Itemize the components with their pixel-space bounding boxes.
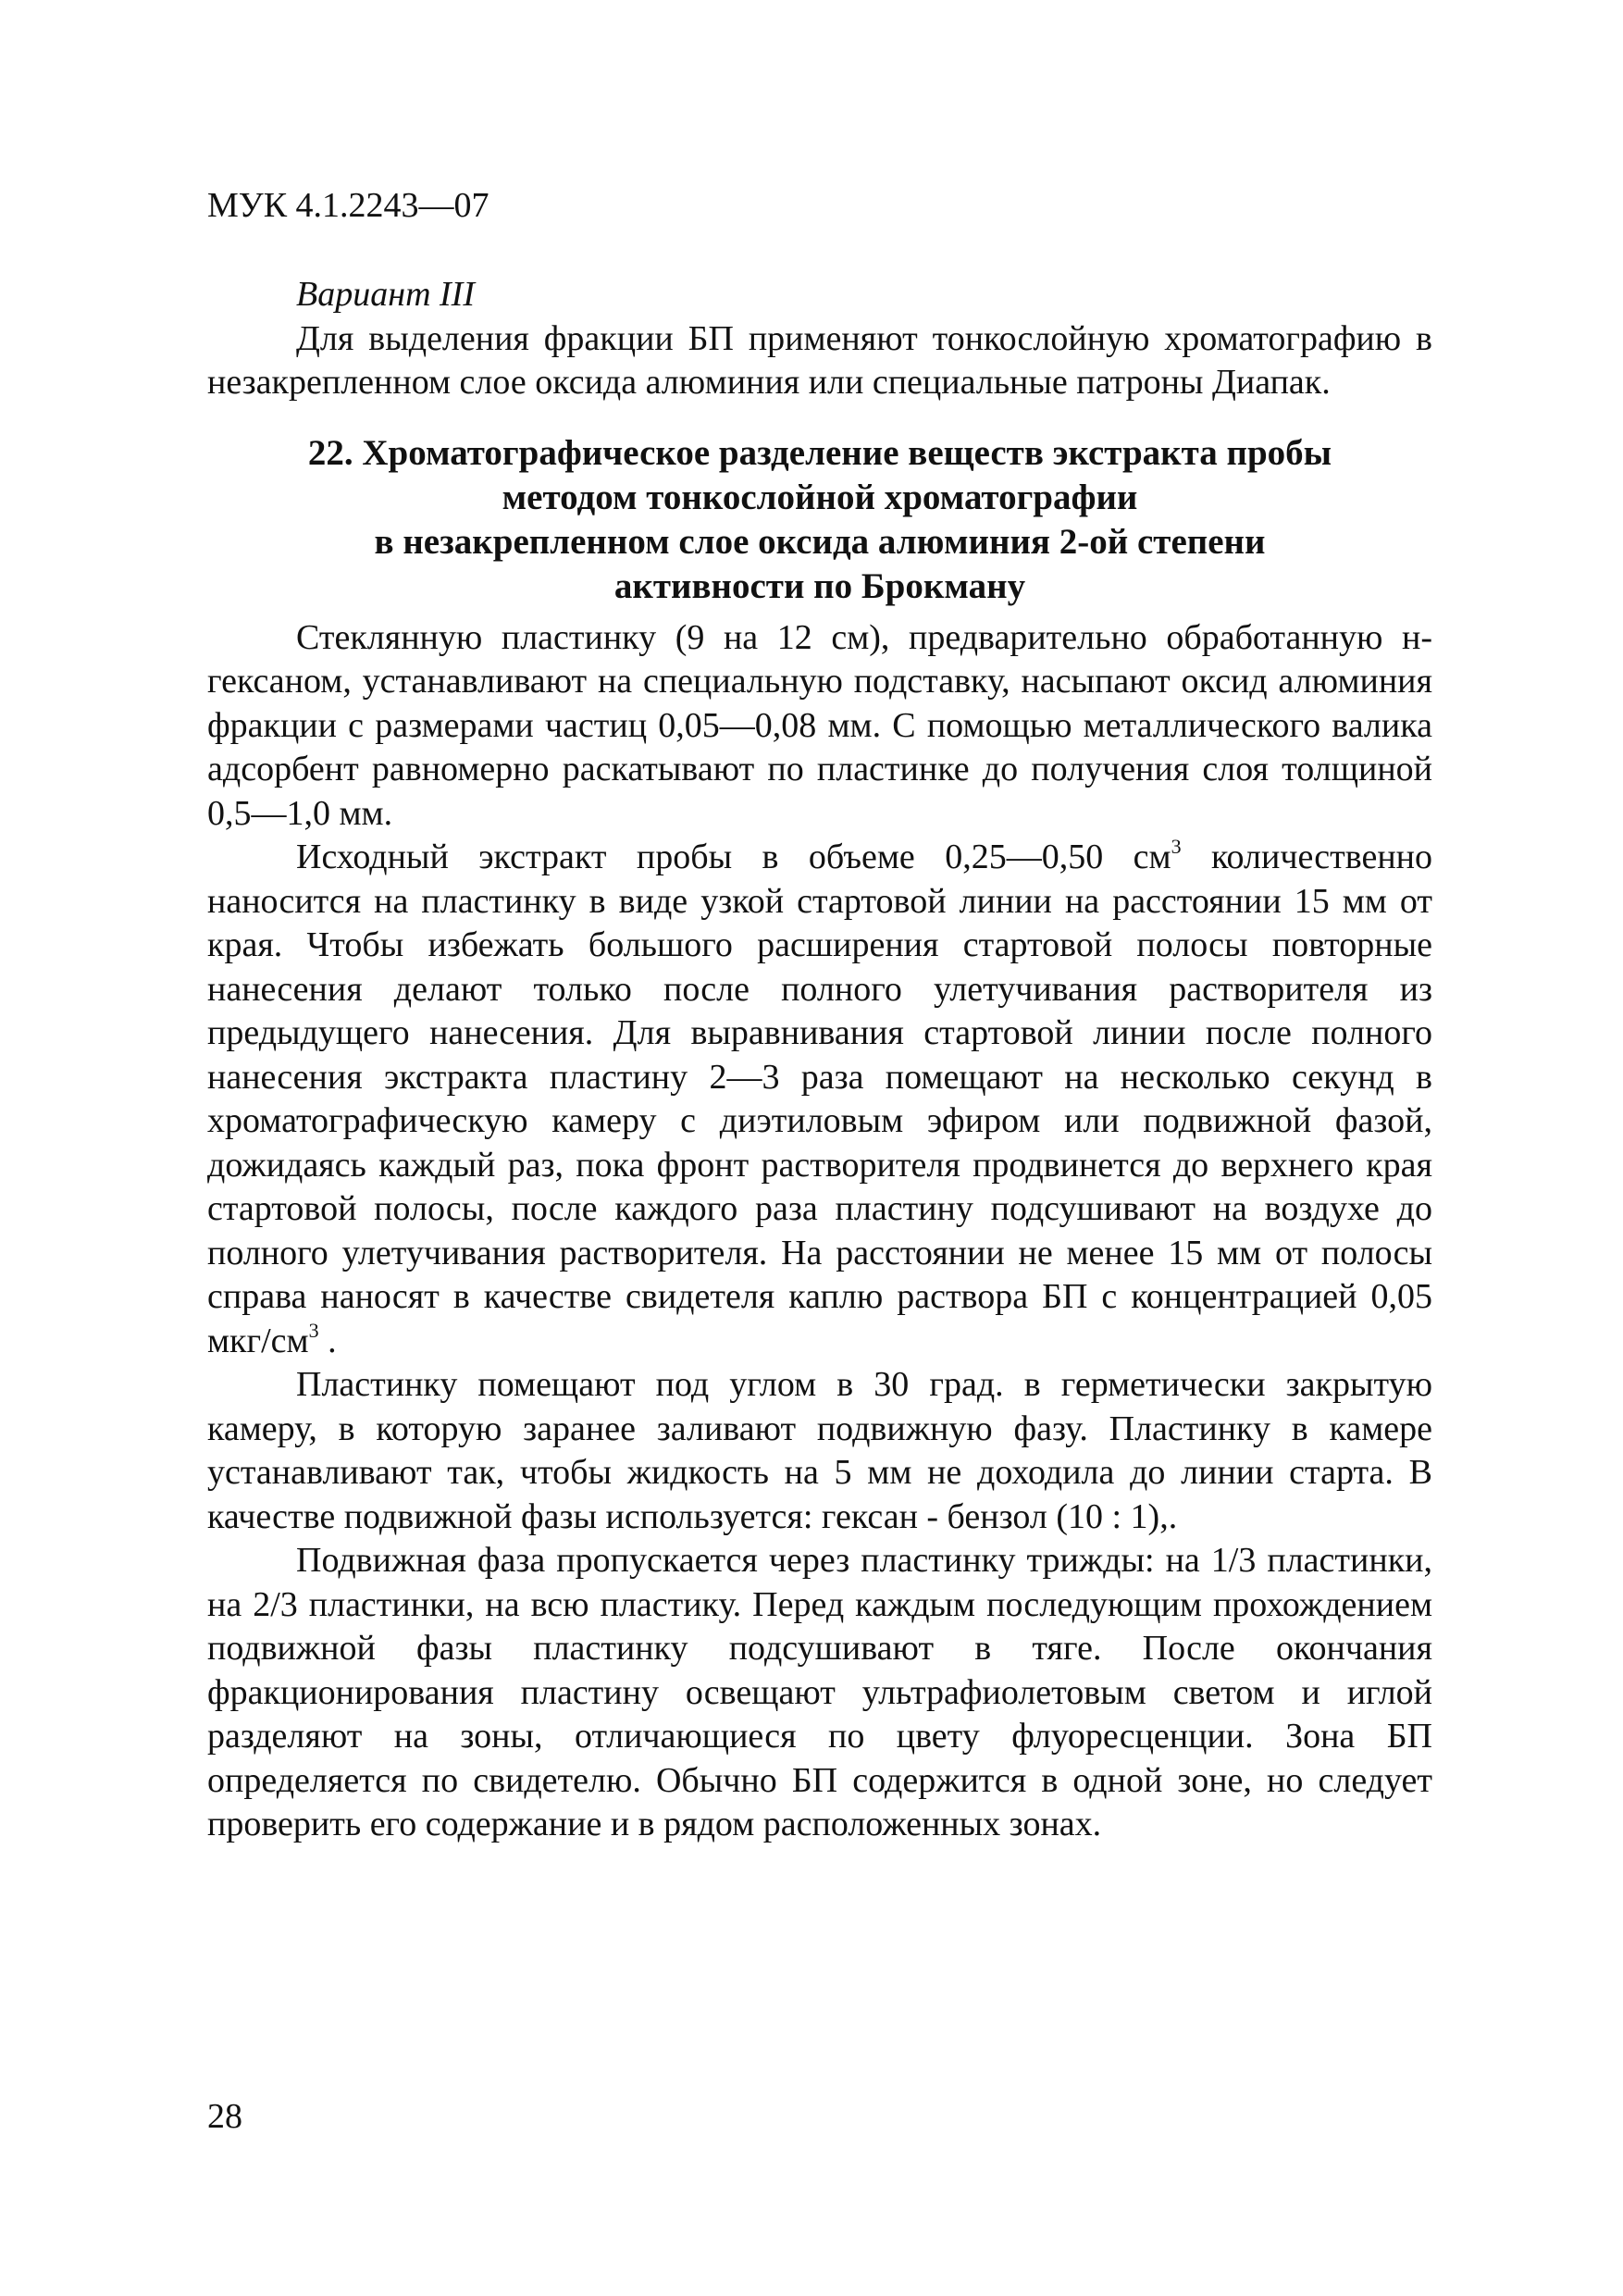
paragraph-text: количественно наносится на пластинку в виде узкой стартовой линии на расстоянии 15 мм от края. Чтобы избежать большого расширения стартовой полосы повторные нанесения делают только после полного улетучивания растворителя из предыдущего нанесения. Для выравнивания стартовой линии после полного нанесения экстракта пластину 2—3 раза помещают на несколько секунд в хроматографическую камеру с диэтиловым эфиром или подвижной фазой, дожидаясь каждый раз, пока фронт растворителя продвинется до верхнего края стартовой полосы, после каждого раза пластину подсушивают на воздухе до полного улетучивания растворителя. На расстоянии не менее 15 мм от полосы справа наносят в качестве свидетеля каплю раствора БП с концентрацией 0,05 мкг/см [207, 838, 1433, 1360]
document-code: МУК 4.1.2243—07 [207, 186, 489, 225]
page-number: 28 [207, 2097, 242, 2136]
paragraph-chamber-placement: Пластинку помещают под углом в 30 град. в герметически закрытую камеру, в которую заранее заливают подвижную фазу. Пластинку в камере устанавливают так, чтобы жидкость на 5 мм не доходила до линии старта. В качестве подвижной фазы используется: гексан - бензол (10 : 1),. [207, 1365, 1432, 1536]
section-heading [207, 431, 1432, 609]
variant-paragraph: Для выделения фракции БП применяют тонкослойную хроматографию в незакрепленном слое оксида алюминия или специальные патроны Диапак. [207, 318, 1432, 402]
paragraph-text: Исходный экстракт пробы в объеме 0,25—0,50 см [296, 838, 1171, 876]
section-heading-line: методом тонкослойной хроматографии [502, 477, 1138, 517]
paragraph-text: . [318, 1321, 337, 1360]
paragraph-extract-application [207, 836, 1432, 1363]
page-content [207, 273, 1432, 1847]
paragraph-fractionation: Подвижная фаза пропускается через пластинку трижды: на 1/3 пластинки, на 2/3 пластинки, на всю пластику. Перед каждым последующим прохождением подвижной фазы пластинку подсушивают в тяге. После окончания фракционирования пластину освещают ультрафиолетовым светом и иглой разделяют на зоны, отличающиеся по цвету флуоресценции. Зона БП определяется по свидетелю. Обычно БП содержится в одной зоне, но следует проверить его содержание и в рядом расположенных зонах. [207, 1541, 1432, 1843]
paragraph-plate-preparation: Стеклянную пластинку (9 на 12 см), предварительно обработанную н-гексаном, устанавливают на специальную подставку, насыпают оксид алюминия фракции с размерами частиц 0,05—0,08 мм. С помощью металлического валика адсорбент равномерно раскатывают по пластинке до получения слоя толщиной 0,5—1,0 мм. [207, 617, 1432, 833]
variant-title: Вариант III [296, 275, 475, 314]
section-heading-line: в незакрепленном слое оксида алюминия 2-ой степени [374, 521, 1266, 562]
superscript: 3 [1171, 835, 1182, 858]
section-heading-line: 22. Хроматографическое разделение веществ экстракта пробы [307, 432, 1332, 473]
superscript: 3 [308, 1318, 319, 1342]
section-heading-line: активности по Брокману [613, 565, 1026, 606]
